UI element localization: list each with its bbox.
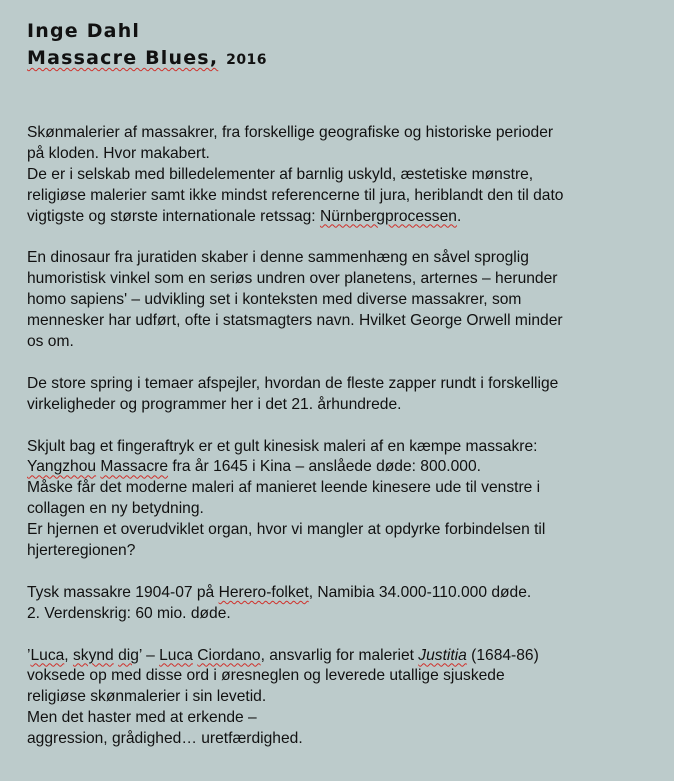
text-line: Måske får det moderne maleri af manieret leende kinesere ude til venstre i — [27, 479, 541, 497]
spellcheck-word: Luca — [159, 646, 193, 664]
text-segment: Tysk massakre 1904-07 på — [27, 583, 219, 601]
text-line: humoristisk vinkel som en seriøs undren over planetens, arternes – herunder — [27, 270, 558, 288]
paragraph-3 — [27, 374, 654, 416]
text-segment: fra år 1645 i Kina – anslåede døde: 800.000. — [168, 458, 481, 476]
artwork-title: Massacre Blues, — [27, 47, 219, 69]
text-line: voksede op med disse ord i øresneglen og leverede utallige sjuskede — [27, 667, 505, 685]
text-line: 2. Verdenskrig: 60 mio. døde. — [27, 604, 231, 622]
text-line: religiøse skønmalerier i sin levetid. — [27, 688, 267, 706]
text-segment: , Namibia 34.000-110.000 døde. — [308, 583, 532, 601]
text-segment: , — [64, 646, 73, 664]
text-line: homo sapiens' – udvikling set i konteksten med diverse massakrer, som — [27, 291, 522, 309]
body-text — [27, 123, 654, 750]
text-line — [27, 207, 654, 228]
text-line — [27, 646, 654, 667]
text-line: Skønmalerier af massakrer, fra forskellige geografiske og historiske perioder — [27, 124, 554, 141]
paragraph-6 — [27, 646, 654, 751]
spellcheck-word: Yangzhou — [27, 458, 97, 476]
text-line: virkeligheder og programmer her i det 21. århundrede. — [27, 395, 402, 413]
text-line: på kloden. Hvor makabert. — [27, 144, 210, 162]
paragraph-2 — [27, 248, 654, 353]
spellcheck-word: skynd — [72, 646, 114, 664]
paragraph-5 — [27, 583, 654, 625]
text-segment: . — [456, 207, 462, 225]
text-line: aggression, grådighed… uretfærdighed. — [27, 730, 303, 748]
text-line: Men det haster med at erkende – — [27, 709, 257, 727]
artist-name: Inge Dahl — [27, 20, 141, 42]
text-line: De store spring i temaer afspejler, hvordan de fleste zapper rundt i forskellige — [27, 374, 559, 392]
text-line: collagen en ny betydning. — [27, 500, 204, 518]
text-line: De er i selskab med billedelementer af barnlig uskyld, æstetiske mønstre, — [27, 165, 534, 183]
painting-title: Justitia — [418, 646, 467, 664]
text-line: hjerteregionen? — [27, 542, 136, 560]
spellcheck-word: Ciordano — [197, 646, 261, 664]
text-line: religiøse malerier samt ikke mindst referencerne til jura, heriblandt den til dato — [27, 186, 564, 204]
text-segment: ’ — [27, 646, 31, 664]
paragraph-4 — [27, 437, 654, 562]
artwork-title-line — [27, 45, 654, 74]
header — [27, 18, 654, 74]
text-line — [27, 583, 654, 604]
text-segment: vigtigste og største internationale retssag: — [27, 207, 320, 225]
text-segment: (1684-86) — [466, 646, 539, 664]
text-segment: ’ – — [138, 646, 160, 664]
text-line — [27, 457, 654, 478]
text-line: Skjult bag et fingeraftryk er et gult kinesisk maleri af en kæmpe massakre: — [27, 437, 538, 455]
text-line: En dinosaur fra juratiden skaber i denne sammenhæng en såvel sproglig — [27, 249, 529, 267]
spellcheck-word: Luca — [30, 646, 65, 664]
text-line: mennesker har udført, ofte i statsmagters navn. Hvilket George Orwell minder — [27, 312, 563, 330]
paragraph-1 — [27, 123, 654, 228]
spellcheck-word: Massacre — [100, 458, 169, 476]
spellcheck-word: Herero-folket — [218, 583, 309, 601]
spellcheck-word: dig — [118, 646, 139, 664]
text-line: Er hjernen et overudviklet organ, hvor vi mangler at opdyrke forbindelsen til — [27, 521, 546, 539]
text-line: os om. — [27, 333, 74, 351]
text-segment: , ansvarlig for maleriet — [260, 646, 419, 664]
artwork-year: 2016 — [226, 52, 268, 68]
spellcheck-word: Nürnbergprocessen — [319, 207, 457, 225]
